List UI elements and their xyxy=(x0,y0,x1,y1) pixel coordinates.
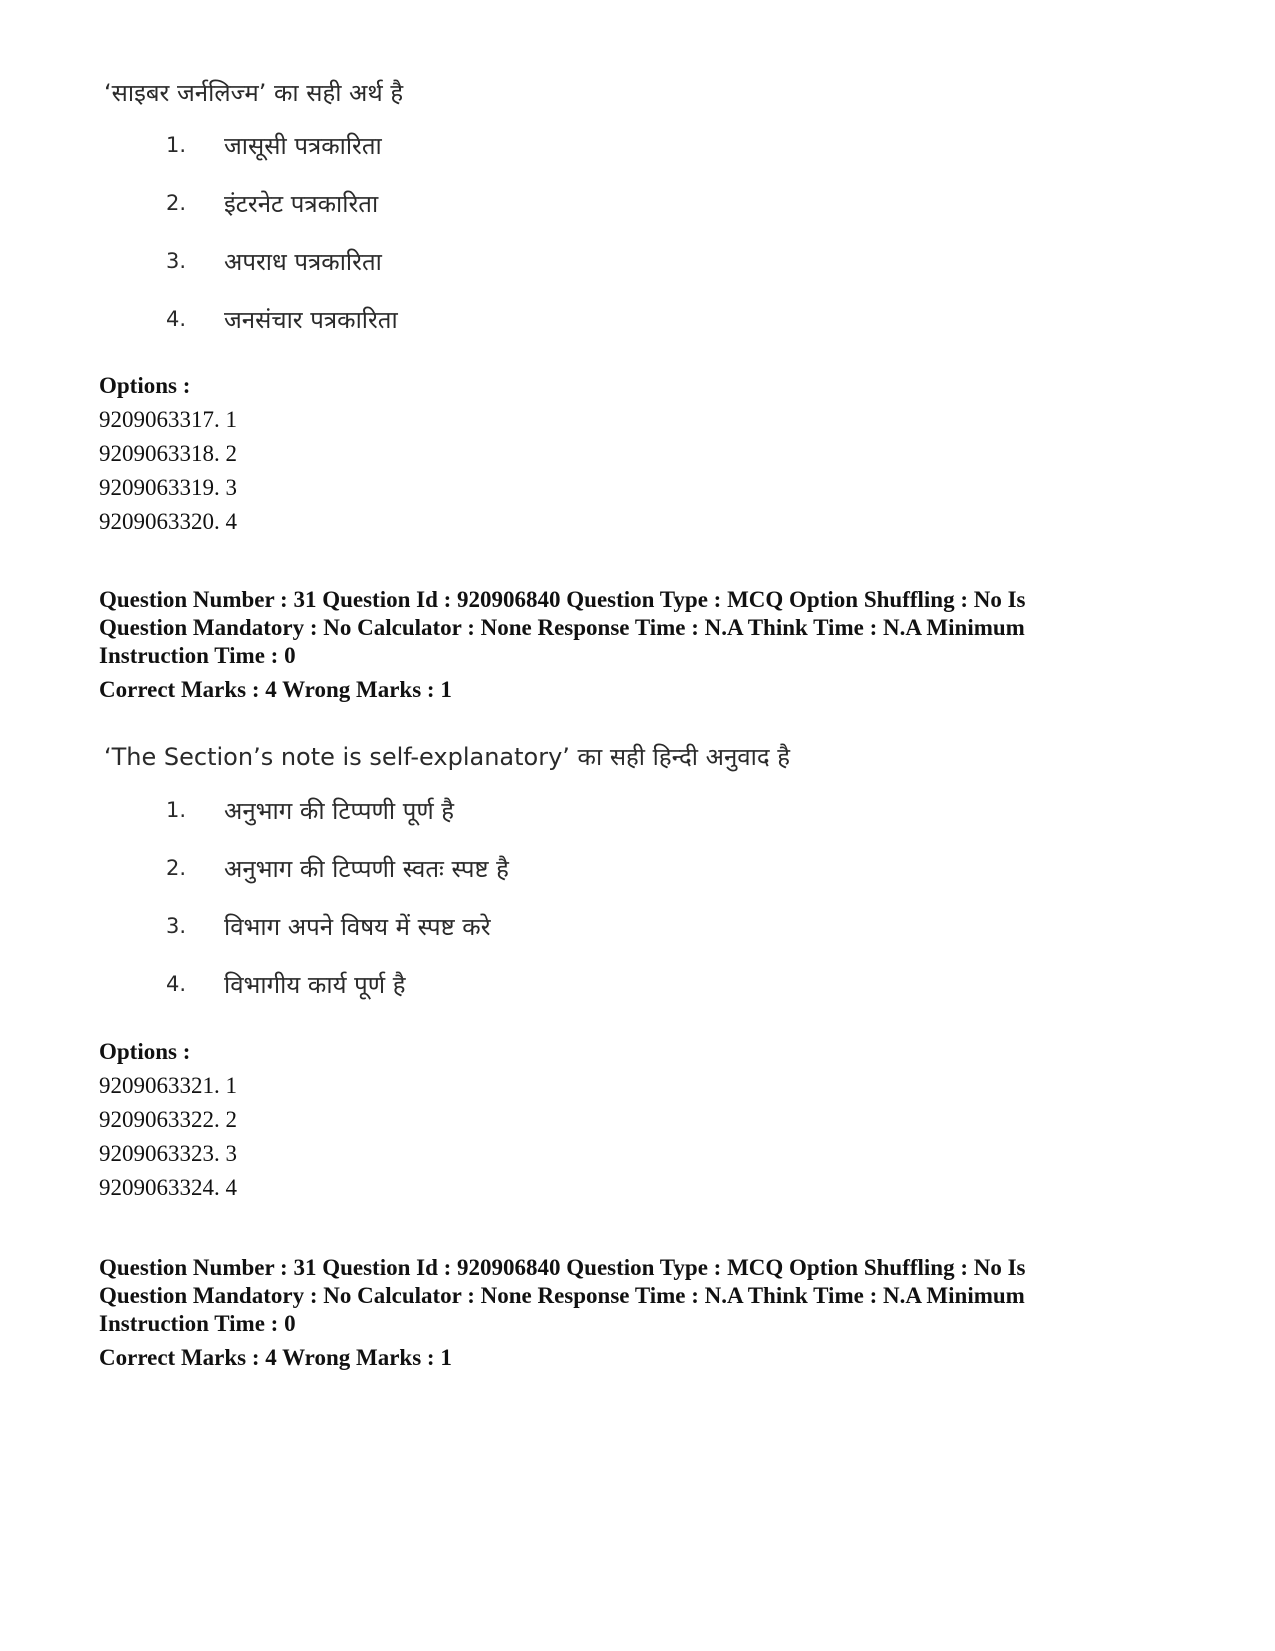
option-line: 9209063323. 3 xyxy=(99,1141,237,1166)
choice-number: 4. xyxy=(166,972,187,996)
question-choices xyxy=(166,781,509,1013)
choice-item xyxy=(166,839,509,897)
choice-number: 3. xyxy=(166,914,187,938)
options-block xyxy=(99,369,237,539)
choice-text: जासूसी पत्रकारिता xyxy=(224,131,382,160)
question-info: Question Number : 31 Question Id : 920906840 Question Type : MCQ Option Shuffling : No Is Question Mandatory : No Calculator : None Response Time : N.A Think Time : N.A Minimum Instruction Time : 0 xyxy=(99,587,1026,668)
choice-text: इंटरनेट पत्रकारिता xyxy=(224,189,379,218)
option-line: 9209063318. 2 xyxy=(99,441,237,466)
option-line: 9209063319. 3 xyxy=(99,475,237,500)
options-block xyxy=(99,1035,237,1205)
choice-text: विभागीय कार्य पूर्ण है xyxy=(224,970,406,999)
choice-text: जनसंचार पत्रकारिता xyxy=(224,305,398,334)
option-line: 9209063317. 1 xyxy=(99,407,237,432)
marks-info: Correct Marks : 4 Wrong Marks : 1 xyxy=(99,1345,452,1370)
choice-text: विभाग अपने विषय में स्पष्ट करे xyxy=(224,912,491,941)
option-line: 9209063321. 1 xyxy=(99,1073,237,1098)
option-line: 9209063322. 2 xyxy=(99,1107,237,1132)
choice-item xyxy=(166,174,398,232)
question-meta xyxy=(99,1254,1109,1372)
question-stem: ‘साइबर जर्नलिज्म’ का सही अर्थ है xyxy=(104,79,404,107)
options-label: Options : xyxy=(99,1039,191,1064)
question-info: Question Number : 31 Question Id : 920906840 Question Type : MCQ Option Shuffling : No Is Question Mandatory : No Calculator : None Response Time : N.A Think Time : N.A Minimum Instruction Time : 0 xyxy=(99,1255,1026,1336)
choice-number: 2. xyxy=(166,191,187,215)
choice-text: अनुभाग की टिप्पणी स्वतः स्पष्ट है xyxy=(224,854,509,883)
choice-text: अपराध पत्रकारिता xyxy=(224,247,382,276)
choice-number: 1. xyxy=(166,798,187,822)
choice-item xyxy=(166,116,398,174)
options-label: Options : xyxy=(99,373,191,398)
question-meta xyxy=(99,586,1109,704)
choice-number: 2. xyxy=(166,856,187,880)
marks-info: Correct Marks : 4 Wrong Marks : 1 xyxy=(99,677,452,702)
choice-item xyxy=(166,781,509,839)
choice-number: 3. xyxy=(166,249,187,273)
question-stem: ‘The Section’s note is self-explanatory’ का सही हिन्दी अनुवाद है xyxy=(104,743,790,771)
choice-number: 4. xyxy=(166,307,187,331)
question-choices xyxy=(166,116,398,348)
choice-item xyxy=(166,897,509,955)
choice-item xyxy=(166,955,509,1013)
choice-number: 1. xyxy=(166,133,187,157)
choice-text: अनुभाग की टिप्पणी पूर्ण है xyxy=(224,796,455,825)
choice-item xyxy=(166,290,398,348)
option-line: 9209063320. 4 xyxy=(99,509,237,534)
choice-item xyxy=(166,232,398,290)
option-line: 9209063324. 4 xyxy=(99,1175,237,1200)
